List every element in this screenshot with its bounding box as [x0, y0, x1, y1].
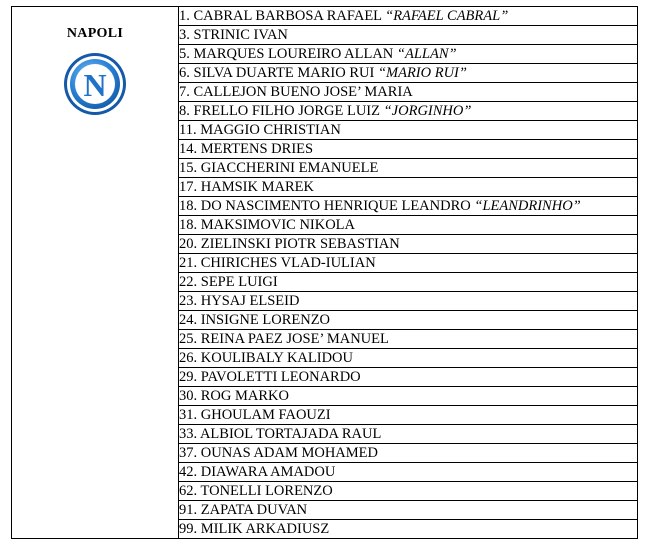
player-cell [179, 197, 638, 216]
logo-letter: N [83, 67, 107, 103]
player-cell [179, 45, 638, 64]
player-number: 42. [179, 464, 198, 480]
player-number: 18. [179, 198, 198, 214]
player-cell [179, 235, 638, 254]
player-number: 29. [179, 369, 198, 385]
player-nickname-wrap [393, 46, 456, 62]
team-cell [12, 7, 179, 539]
player-number: 3. [179, 27, 190, 43]
player-name: SEPE LUIGI [200, 274, 278, 290]
player-number: 33. [179, 426, 198, 442]
player-name: MAKSIMOVIC NIKOLA [200, 217, 356, 233]
player-name: SILVA DUARTE MARIO RUI [193, 65, 375, 81]
napoli-crest-icon [63, 52, 127, 116]
player-nickname: “LEANDRINHO” [474, 198, 581, 214]
player-name: INSIGNE LORENZO [200, 312, 331, 328]
player-number: 7. [179, 84, 190, 100]
player-number: 8. [179, 103, 190, 119]
napoli-logo [63, 52, 127, 116]
player-cell [179, 159, 638, 178]
player-cell [179, 349, 638, 368]
player-name: MILIK ARKADIUSZ [200, 521, 330, 537]
player-number: 26. [179, 350, 198, 366]
player-number: 18. [179, 217, 198, 233]
player-nickname-wrap [471, 198, 581, 214]
player-cell [179, 83, 638, 102]
player-number: 6. [179, 65, 190, 81]
player-name: PAVOLETTI LEONARDO [200, 369, 361, 385]
player-cell [179, 387, 638, 406]
player-cell [179, 501, 638, 520]
player-number: 22. [179, 274, 198, 290]
player-cell [179, 121, 638, 140]
player-number: 91. [179, 502, 198, 518]
player-cell [179, 26, 638, 45]
player-name: HAMSIK MAREK [200, 179, 314, 195]
player-number: 99. [179, 521, 198, 537]
player-nickname: “JORGINHO” [383, 103, 472, 119]
player-nickname-wrap [382, 8, 509, 24]
player-name: OUNAS ADAM MOHAMED [200, 445, 378, 461]
player-number: 5. [179, 46, 190, 62]
player-number: 15. [179, 160, 198, 176]
player-number: 25. [179, 331, 198, 347]
player-cell [179, 444, 638, 463]
player-cell [179, 406, 638, 425]
player-cell [179, 425, 638, 444]
player-cell [179, 330, 638, 349]
player-name: HYSAJ ELSEID [200, 293, 300, 309]
player-nickname: “RAFAEL CABRAL” [385, 8, 509, 24]
player-cell [179, 216, 638, 235]
player-name: CABRAL BARBOSA RAFAEL [193, 8, 382, 24]
player-name: GIACCHERINI EMANUELE [200, 160, 379, 176]
player-cell [179, 7, 638, 26]
team-name: NAPOLI [66, 26, 124, 41]
player-cell [179, 254, 638, 273]
player-name: ROG MARKO [200, 388, 289, 404]
player-name: TONELLI LORENZO [200, 483, 333, 499]
player-name: GHOULAM FAOUZI [200, 407, 331, 423]
player-number: 14. [179, 141, 198, 157]
player-name: MARQUES LOUREIRO ALLAN [193, 46, 394, 62]
player-cell [179, 520, 638, 539]
player-number: 11. [179, 122, 197, 138]
player-name: MAGGIO CHRISTIAN [200, 122, 341, 138]
player-name: FRELLO FILHO JORGE LUIZ [193, 103, 380, 119]
player-cell [179, 64, 638, 83]
player-cell [179, 292, 638, 311]
player-row [12, 7, 638, 26]
player-name: MERTENS DRIES [200, 141, 314, 157]
player-number: 17. [179, 179, 198, 195]
player-number: 24. [179, 312, 198, 328]
player-number: 1. [179, 8, 190, 24]
player-number: 20. [179, 236, 198, 252]
player-cell [179, 273, 638, 292]
player-name: ZAPATA DUVAN [200, 502, 308, 518]
player-name: DO NASCIMENTO HENRIQUE LEANDRO [200, 198, 471, 214]
player-number: 30. [179, 388, 198, 404]
player-number: 37. [179, 445, 198, 461]
player-number: 23. [179, 293, 198, 309]
player-name: CHIRICHES VLAD-IULIAN [200, 255, 376, 271]
player-number: 21. [179, 255, 198, 271]
player-cell [179, 463, 638, 482]
player-name: CALLEJON BUENO JOSE’ MARIA [193, 84, 413, 100]
player-number: 62. [179, 483, 198, 499]
player-name: STRINIC IVAN [193, 27, 288, 43]
player-name: DIAWARA AMADOU [200, 464, 336, 480]
player-cell [179, 311, 638, 330]
player-nickname-wrap [374, 65, 467, 81]
player-name: KOULIBALY KALIDOU [200, 350, 353, 366]
roster-body [12, 7, 638, 539]
player-number: 31. [179, 407, 198, 423]
player-cell [179, 482, 638, 501]
player-nickname-wrap [380, 103, 471, 119]
player-cell [179, 102, 638, 121]
player-cell [179, 368, 638, 387]
player-nickname: “ALLAN” [396, 46, 457, 62]
player-nickname: “MARIO RUI” [377, 65, 467, 81]
player-name: ALBIOL TORTAJADA RAUL [199, 426, 382, 442]
player-cell [179, 140, 638, 159]
player-name: REINA PAEZ JOSE’ MANUEL [200, 331, 389, 347]
player-name: ZIELINSKI PIOTR SEBASTIAN [200, 236, 400, 252]
roster-table [11, 6, 638, 539]
player-cell [179, 178, 638, 197]
